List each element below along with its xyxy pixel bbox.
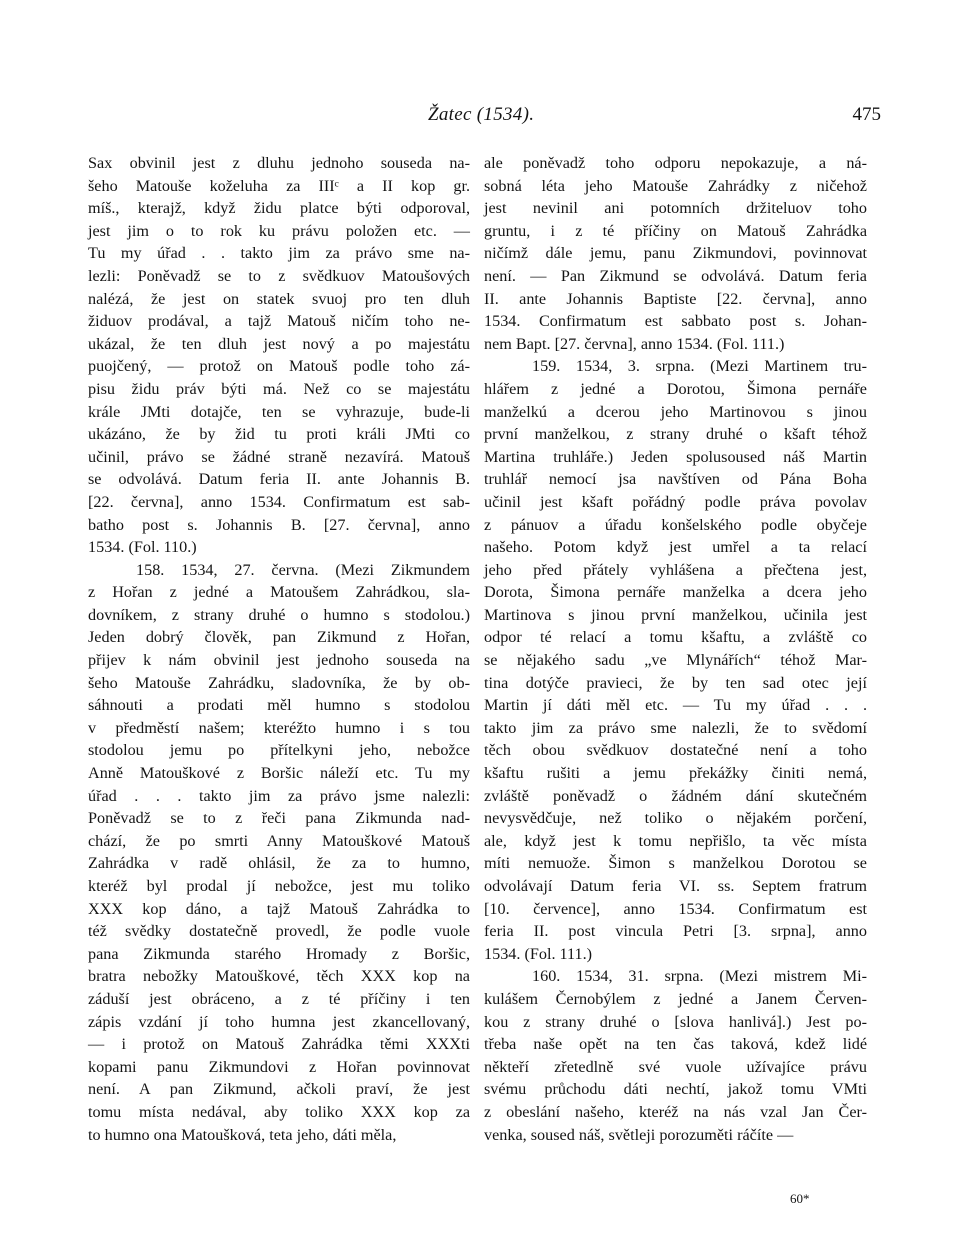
text-line: batho post s. Johannis B. [27. června], anno xyxy=(88,515,470,534)
text-line: někteří zřetedlně své vuole užívajíce právu xyxy=(484,1057,867,1076)
text-line: nem Bapt. [27. června], anno 1534. (Fol. 111.) xyxy=(484,334,785,353)
text-line: nevysvědčuje, než toliko o nějakém porčení, xyxy=(484,809,867,828)
running-head: Žatec (1534). xyxy=(428,104,535,125)
text-line: manželkú a dcerou jeho Martinovou s jinou xyxy=(484,402,867,421)
text-line: Anně Matouškové z Boršic náleží etc. Tu my xyxy=(88,764,470,783)
text-line: [10. července], anno 1534. Confirmatum est xyxy=(484,899,867,918)
text-line: židuov prodával, a tajž Matouš ničím toho ne- xyxy=(88,312,470,331)
text-line: Dorota, Šimona pernáře manželka a dcera jeho xyxy=(484,583,867,602)
text-line: lezli: Poněvadž se to z svědkuov Matoušových xyxy=(88,266,470,285)
text-line: chází, že po smrti Anny Matouškové Matouš xyxy=(88,831,470,850)
text-line: II. ante Johannis Baptiste [22. června], anno xyxy=(484,289,867,308)
text-line: odvolávají Datum feria VI. ss. Septem fratrum xyxy=(484,877,867,895)
text-line: kou z strany druhé o [slova hanlivá].) Jest po- xyxy=(484,1012,867,1031)
text-line: záduší jest obráceno, a z té příčiny i ten xyxy=(88,989,470,1008)
text-line: puojčený, — protož on Matouš podle toho zá- xyxy=(88,357,470,376)
text-line: tomu místa nedával, aby toliko XXX kop za xyxy=(88,1102,470,1121)
text-line: není. — Pan Zikmund se odvolává. Datum feria xyxy=(484,266,867,285)
text-line: ničímž dále jemu, panu Zikmundovi, povinnovat xyxy=(484,244,867,263)
text-line: sobná léta jeho Matouše Zahrádky z ničehož xyxy=(484,176,867,195)
text-line: kopami panu Zikmundovi z Hořan povinnovat xyxy=(88,1057,470,1076)
text-line: ale poněvadž toho odporu nepokazuje, a ná- xyxy=(484,154,867,172)
text-line: učinil jest kšaft pořádný podle práva povolav xyxy=(484,492,867,511)
text-line: se odvolává. Datum feria II. ante Johannis B. xyxy=(88,470,470,489)
signature-mark: 60* xyxy=(790,1191,810,1206)
right-text-column xyxy=(484,152,867,1146)
text-line: učinil, právo se žádné straně nezavírá. Matouš xyxy=(88,447,470,466)
text-line: zvláště poněvadž o žádném dání skutečném xyxy=(484,786,867,805)
text-line: kulášem Černobýlem z jedné a Janem Červen- xyxy=(484,989,867,1008)
text-line: dovníkem, z strany druhé o humno s stodolou.) xyxy=(88,605,470,624)
text-line: též svědky dostatečně provedl, že podle vuole xyxy=(88,922,470,941)
text-line: ale, když jest k tomu nepřišlo, ta věc místa xyxy=(484,831,867,850)
text-line: sáhnouti a prodati měl humno s stodolou xyxy=(88,696,470,715)
left-text-column xyxy=(88,152,470,1146)
text-line: kteréž byl prodal jí nebožce, jest mu toliko xyxy=(88,877,470,895)
text-line: 160. 1534, 31. srpna. (Mezi mistrem Mi- xyxy=(532,967,867,986)
text-line: Martinova s jinou první manželkou, učinila jest xyxy=(484,605,867,624)
text-line: 1534. Confirmatum est sabbato post s. Johan- xyxy=(484,312,867,331)
text-line: takto jim za právo sme nalezli, že to svědomí xyxy=(484,718,867,737)
text-line: těch obou svědkuov dostatečné není a toho xyxy=(484,741,867,760)
text-line: v předměstí našem; kteréžto humno i s tou xyxy=(88,718,470,737)
text-line: Poněvadž se to z řeči pana Zikmunda nad- xyxy=(88,809,470,828)
text-line: 159. 1534, 3. srpna. (Mezi Martinem tru- xyxy=(532,357,867,376)
text-line: pana Zikmunda starého Hromady z Boršic, xyxy=(88,944,470,963)
text-line: pisu židu práv býti má. Než co se majestátu xyxy=(88,379,470,398)
text-line: se nějakého sadu „ve Mlynářích“ téhož Mar- xyxy=(484,651,867,670)
text-line: z pánuov a úřadu konšelského podle obyčeje xyxy=(484,515,867,534)
text-line: jeho před přátely vyhlášena a přečtena jest, xyxy=(484,560,867,579)
text-line: třeba naše opět na ten čas taková, kdež lidé xyxy=(484,1035,867,1054)
text-line: krále JMti dotajče, ten se vyhrazuje, bude-li xyxy=(88,402,470,421)
text-line: úřad . . . takto jim za právo jsme nalezli: xyxy=(88,786,470,805)
page-number: 475 xyxy=(852,104,881,125)
text-line: 1534. (Fol. 110.) xyxy=(88,538,197,557)
text-line: [22. června], anno 1534. Confirmatum est sab- xyxy=(88,492,470,511)
text-line: venka, soused náš, světleji porozuměti ráčíte — xyxy=(484,1125,794,1144)
text-line: truhlář nemocí jsa navštíven od Pána Boha xyxy=(484,470,867,489)
text-line: nalézá, že jest on statek svuoj pro ten dluh xyxy=(88,289,470,308)
text-line: míš., kterajž, když židu platce býti odporoval, xyxy=(88,199,470,218)
text-line: našeho. Potom když jest umřel a ta relací xyxy=(484,538,867,557)
text-line: XXX kop dáno, a tajž Matouš Zahrádka to xyxy=(88,899,470,918)
text-line: Zahrádka v radě ohlásil, že za to humno, xyxy=(88,854,470,873)
text-line: ukázáno, že by žid tu proti králi JMti co xyxy=(88,425,470,444)
text-line: bratra nebožky Matouškové, těch XXX kop na xyxy=(88,967,470,986)
text-line: 158. 1534, 27. června. (Mezi Zikmundem xyxy=(136,560,470,579)
text-line: kšaftu rušiti a jemu překážky činiti nemá, xyxy=(484,764,867,783)
text-line: šeho Matouše koželuha za IIIᶜ a II kop gr. xyxy=(88,176,470,195)
text-line: ukázal, že ten dluh jest nový a po majestátu xyxy=(88,334,470,353)
text-line: gruntu, i z té příčiny on Matouš Zahrádka xyxy=(484,221,867,240)
text-line: — i protož on Matouš Zahrádka těmi XXXti xyxy=(88,1035,470,1054)
text-line: jest nevinil ani potomních držiteluov toho xyxy=(484,199,867,218)
text-line: z Hořan z jedné a Matoušem Zahrádkou, sla- xyxy=(88,583,470,602)
text-line: 1534. (Fol. 111.) xyxy=(484,944,593,963)
text-line: Sax obvinil jest z dluhu jednoho souseda na- xyxy=(88,154,470,172)
text-line: feria II. post vincula Petri [3. srpna], anno xyxy=(484,922,867,941)
text-line: není. A pan Zikmund, ačkoli praví, že jest xyxy=(88,1080,470,1099)
text-line: jest jim o to rok ku právu položen etc. — xyxy=(88,221,470,240)
text-line: Jeden dobrý člověk, pan Zikmund z Hořan, xyxy=(88,628,470,647)
text-line: přijev k nám obvinil jest jednoho souseda na xyxy=(88,651,470,670)
text-line: první manželkou, z strany druhé o kšaft téhož xyxy=(484,425,867,444)
text-line: to humno ona Matoušková, teta jeho, dáti měla, xyxy=(88,1125,397,1144)
text-line: hlářem z jedné a Dorotou, Šimona pernáře xyxy=(484,379,867,398)
text-line: Martin jí dáti měl etc. — Tu my úřad . . . xyxy=(484,696,867,715)
text-line: tina dotýče pravieci, že by ten sad otec její xyxy=(484,673,867,692)
text-line: stodolou jemu po přítelkyni jeho, nebožce xyxy=(88,741,470,760)
page-header xyxy=(0,104,960,134)
text-line: zápis vzdání jí toho humna jest zkancellovaný, xyxy=(88,1012,470,1031)
text-line: Tu my úřad . . takto jim za právo sme na- xyxy=(88,244,470,263)
text-line: svému průchodu dáti nechtí, jakož tomu VMti xyxy=(484,1080,867,1099)
text-line: šeho Matouše Zahrádku, sladovníka, že by ob- xyxy=(88,673,470,692)
text-line: odpor té relací a tomu kšaftu, a zvláště co xyxy=(484,628,867,647)
text-line: míti nemuože. Šimon s manželkou Dorotou se xyxy=(484,854,867,873)
text-line: z obeslání našeho, kteréž na nás vzal Jan Čer- xyxy=(484,1102,867,1121)
text-line: Martina truhláře.) Jeden spolusoused náš Martin xyxy=(484,447,867,466)
